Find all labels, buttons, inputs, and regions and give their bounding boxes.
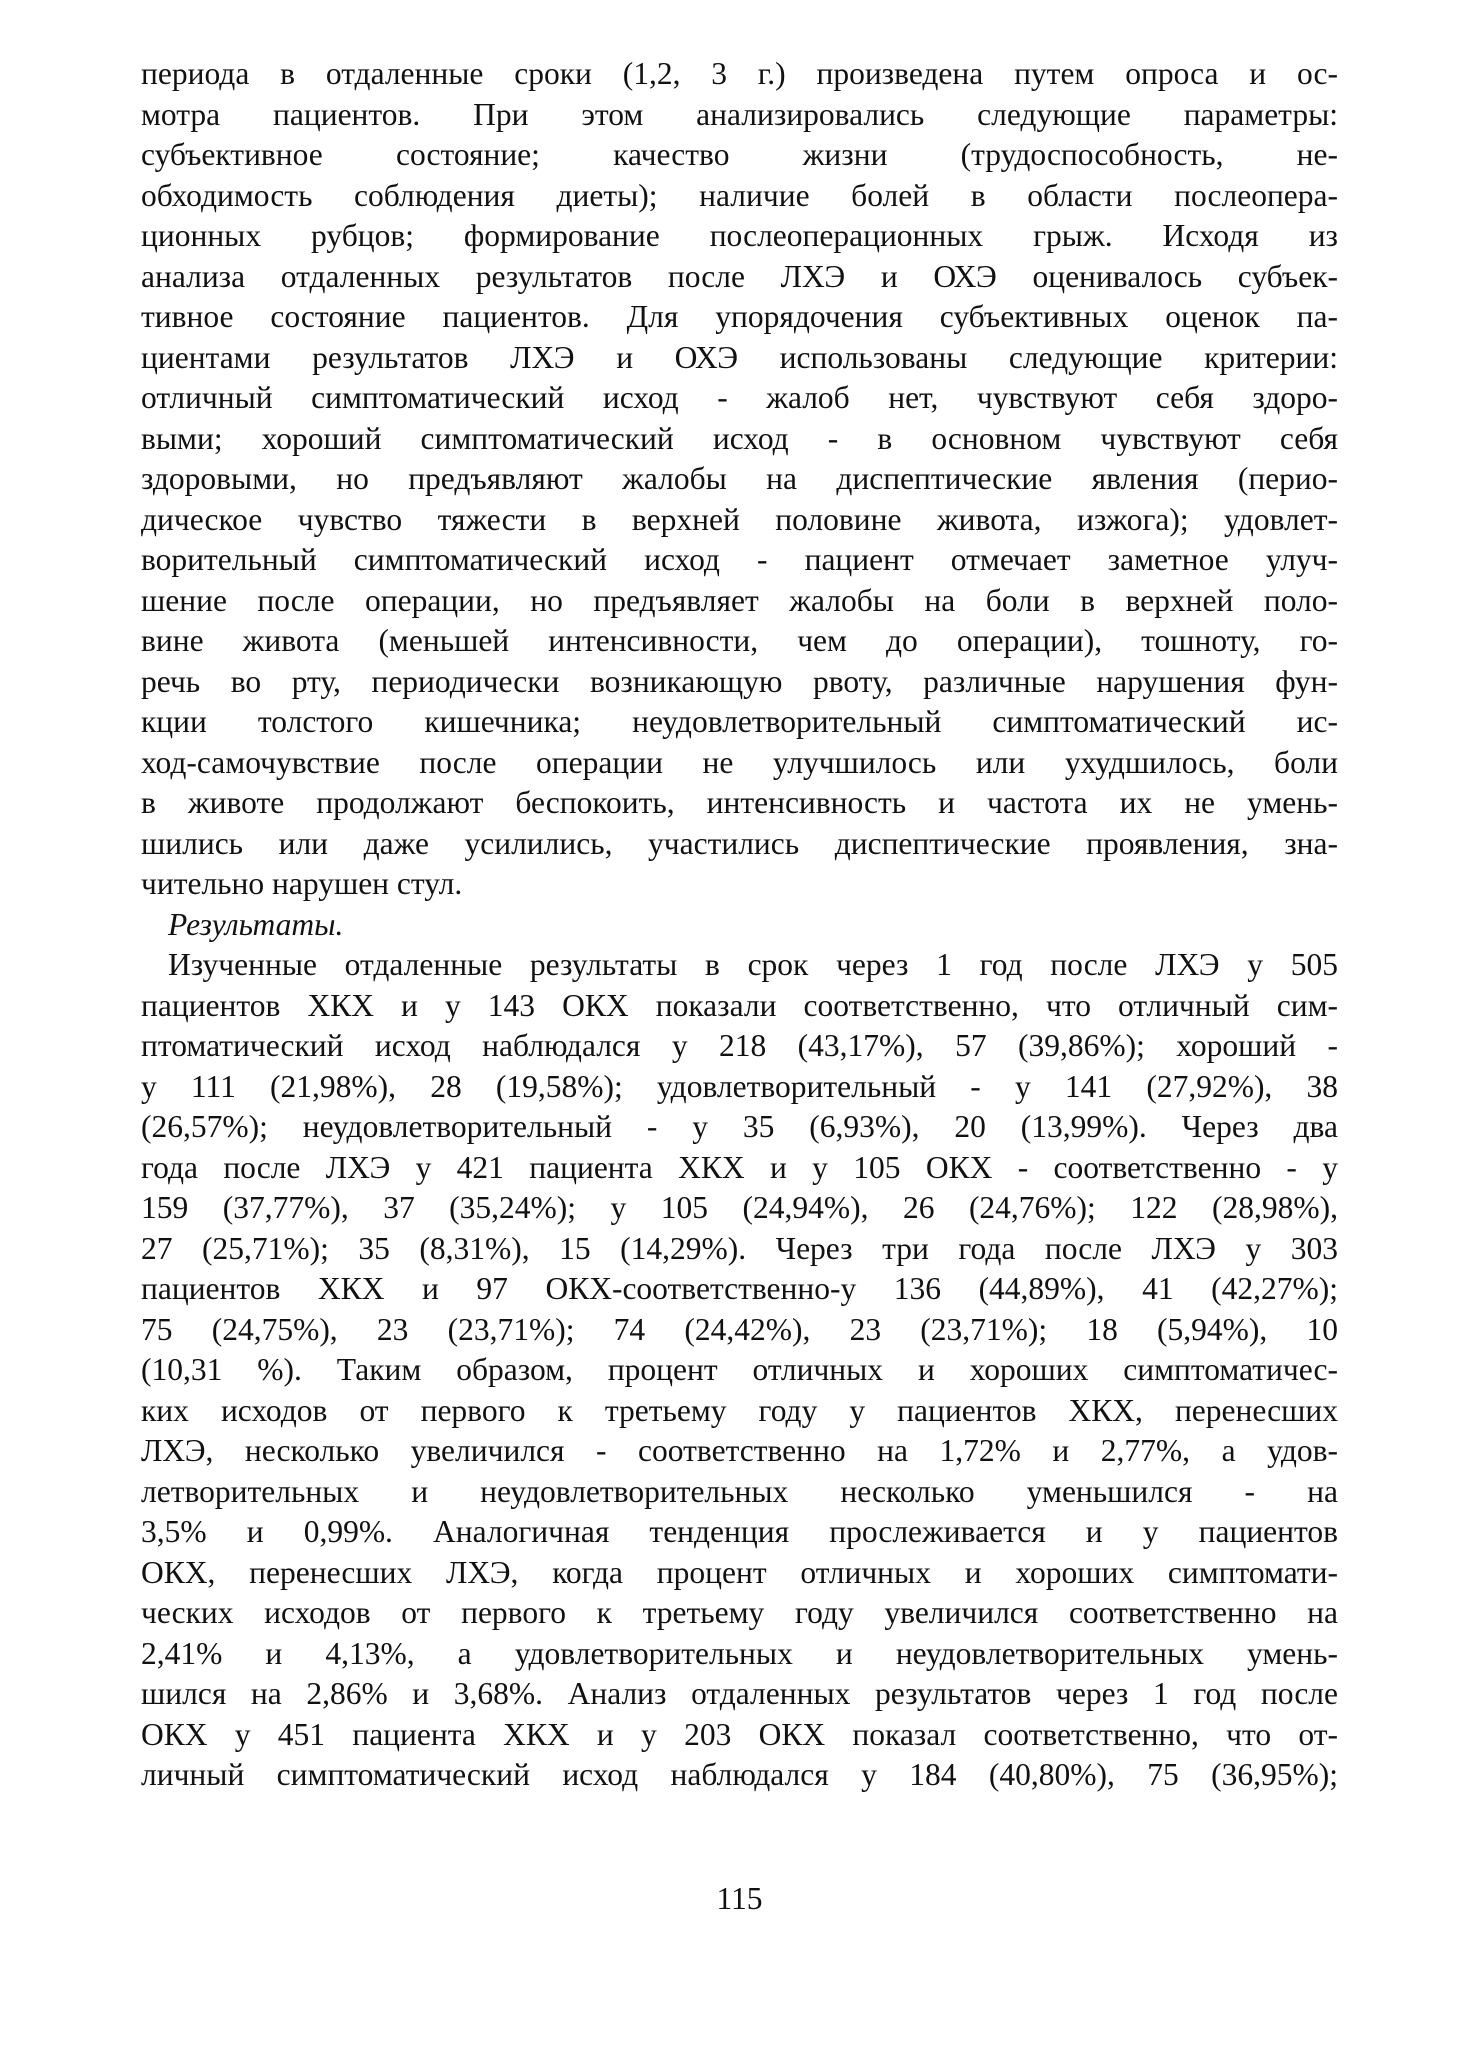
text-line: ворительный симптоматический исход - пациент отмечает заметное улуч- — [141, 542, 1338, 577]
text-line: дическое чувство тяжести в верхней половине живота, изжога); удовлет- — [141, 501, 1338, 537]
text-line: чительно нарушен стул. — [141, 866, 463, 901]
text-line: пациентов ХКХ и 97 ОКХ-соответственно-у 136 (44,89%), 41 (42,27%); — [141, 1271, 1338, 1306]
text-line: 75 (24,75%), 23 (23,71%); 74 (24,42%), 23 (23,71%); 18 (5,94%), 10 — [141, 1311, 1338, 1347]
body-text — [141, 54, 1338, 1796]
text-line: ход-самочувствие после операции не улучшилось или ухудшилось, боли — [141, 744, 1338, 780]
paragraph-methods — [141, 54, 1338, 905]
text-line: 27 (25,71%); 35 (8,31%), 15 (14,29%). Через три года после ЛХЭ у 303 — [141, 1230, 1338, 1266]
text-line: шился на 2,86% и 3,68%. Анализ отдаленных результатов через 1 год после — [141, 1676, 1338, 1711]
text-line: ческих исходов от первого к третьему году увеличился соответственно на — [141, 1595, 1338, 1630]
text-line: ОКХ, перенесших ЛХЭ, когда процент отличных и хороших симптомати- — [141, 1554, 1338, 1590]
text-line: обходимость соблюдения диеты); наличие болей в области послеопера- — [141, 177, 1338, 213]
text-line: анализа отдаленных результатов после ЛХЭ и ОХЭ оценивалось субъек- — [141, 258, 1338, 294]
text-line: периода в отдаленные сроки (1,2, 3 г.) произведена путем опроса и ос- — [141, 56, 1338, 91]
text-line: кции толстого кишечника; неудовлетворительный симптоматический ис- — [141, 704, 1338, 739]
text-line: ОКХ у 451 пациента ХКХ и у 203 ОКХ показал соответственно, что от- — [141, 1716, 1338, 1752]
text-line: выми; хороший симптоматический исход - в основном чувствуют себя — [141, 420, 1338, 456]
page-number: 115 — [716, 1881, 763, 1916]
text-line: ЛХЭ, несколько увеличился - соответственно на 1,72% и 2,77%, а удов- — [141, 1433, 1338, 1468]
text-line: птоматический исход наблюдался у 218 (43,17%), 57 (39,86%); хороший - — [141, 1028, 1338, 1063]
text-line: субъективное состояние; качество жизни (трудоспособность, не- — [141, 137, 1338, 172]
text-line: отличный симптоматический исход - жалоб нет, чувствуют себя здоро- — [141, 380, 1338, 415]
text-line: шились или даже усилились, участились диспептические проявления, зна- — [141, 825, 1338, 861]
text-line: 3,5% и 0,99%. Аналогичная тенденция прослеживается и у пациентов — [141, 1514, 1338, 1549]
text-line: личный симптоматический исход наблюдался у 184 (40,80%), 75 (36,95%); — [141, 1757, 1338, 1792]
text-line: здоровыми, но предъявляют жалобы на диспептические явления (перио- — [141, 461, 1338, 496]
text-line: в животе продолжают беспокоить, интенсивность и частота их не умень- — [141, 785, 1338, 820]
text-line: циентами результатов ЛХЭ и ОХЭ использованы следующие критерии: — [141, 339, 1338, 375]
text-line: речь во рту, периодически возникающую рвоту, различные нарушения фун- — [141, 663, 1338, 699]
text-line: ких исходов от первого к третьему году у пациентов ХКХ, перенесших — [141, 1392, 1338, 1428]
text-line: Изученные отдаленные результаты в срок через 1 год после ЛХЭ у 505 — [168, 947, 1338, 982]
text-line: года после ЛХЭ у 421 пациента ХКХ и у 105 ОКХ - соответственно - у — [141, 1149, 1338, 1185]
text-line: 159 (37,77%), 37 (35,24%); у 105 (24,94%), 26 (24,76%); 122 (28,98%), — [141, 1190, 1338, 1225]
text-line: вине живота (меньшей интенсивности, чем до операции), тошноту, го- — [141, 623, 1338, 658]
paragraph-results — [141, 945, 1338, 1796]
text-line: (26,57%); неудовлетворительный - у 35 (6,93%), 20 (13,99%). Через два — [141, 1109, 1338, 1144]
text-line: ционных рубцов; формирование послеоперационных грыж. Исходя из — [141, 218, 1338, 253]
text-line: 2,41% и 4,13%, а удовлетворительных и неудовлетворительных умень- — [141, 1635, 1338, 1671]
section-heading-results: Результаты. — [168, 906, 344, 942]
text-line: у 111 (21,98%), 28 (19,58%); удовлетворительный - у 141 (27,92%), 38 — [141, 1068, 1338, 1104]
text-line: шение после операции, но предъявляет жалобы на боли в верхней поло- — [141, 582, 1338, 618]
text-line: тивное состояние пациентов. Для упорядочения субъективных оценок па- — [141, 299, 1338, 334]
text-line: пациентов ХКХ и у 143 ОКХ показали соответственно, что отличный сим- — [141, 987, 1338, 1023]
text-line: летворительных и неудовлетворительных несколько уменьшился - на — [141, 1473, 1338, 1509]
text-line: мотра пациентов. При этом анализировались следующие параметры: — [141, 96, 1338, 132]
text-line: (10,31 %). Таким образом, процент отличных и хороших симптоматичес- — [141, 1352, 1338, 1387]
